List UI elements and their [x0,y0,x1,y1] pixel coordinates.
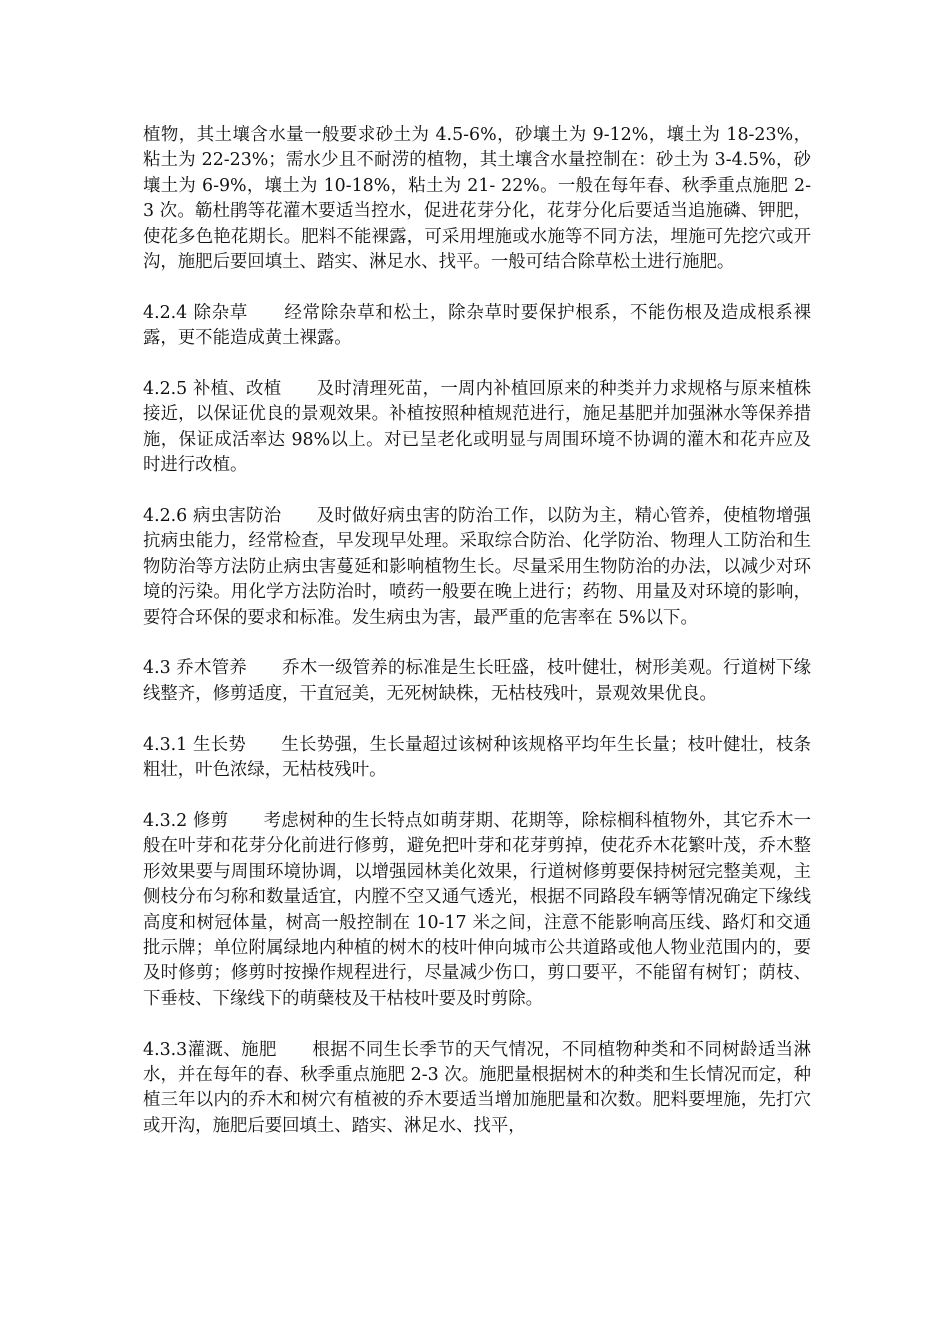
paragraph-4-2-4-weeding: 4.2.4 除杂草 经常除杂草和松土，除杂草时要保护根系，不能伤根及造成根系裸露，更不能造成黄土裸露。 [143,302,811,349]
paragraph-4-3-2-pruning: 4.3.2 修剪 考虑树种的生长特点如萌芽期、花期等，除棕榈科植物外，其它乔木一般在叶芽和花芽分化前进行修剪，避免把叶芽和花芽剪掉，使花乔木花繁叶茂，乔木整形效果要与周围环境协调，以增强园林美化效果，行道树修剪要保持树冠完整美观，主侧枝分布匀称和数量适宜，内膛不空又通气透光，根据不同路段车辆等情况确定下缘线高度和树冠体量，树高一般控制在 10-17 米之间，注意不能影响高压线、路灯和交通批示牌；单位附属绿地内种植的树木的枝叶伸向城市公共道路或他人物业范围内的，要及时修剪；修剪时按操作规程进行，尽量减少伤口，剪口要平，不能留有树钉；荫枝、下垂枝、下缘线下的萌蘖枝及干枯枝叶要及时剪除。 [143,810,811,1009]
document-page [143,123,811,1139]
paragraph-4-3-3-irrigation: 4.3.3灌溉、施肥 根据不同生长季节的天气情况，不同植物种类和不同树龄适当淋水，并在每年的春、秋季重点施肥 2-3 次。施肥量根据树木的种类和生长情况而定，种植三年以内的乔木和树穴有植被的乔木要适当增加施肥量和次数。肥料要埋施，先打穴或开沟，施肥后要回填土、踏实、淋足水、找平， [143,1039,811,1136]
paragraph-4-3-tree-maintenance: 4.3 乔木管养 乔木一级管养的标准是生长旺盛，枝叶健壮，树形美观。行道树下缘线整齐，修剪适度，干直冠美，无死树缺株，无枯枝残叶，景观效果优良。 [143,658,811,704]
paragraph-4-2-5-replanting: 4.2.5 补植、改植 及时清理死苗，一周内补植回原来的种类并力求规格与原来植株接近，以保证优良的景观效果。补植按照种植规范进行，施足基肥并加强淋水等保养措施，保证成活率达 98%以上。对已呈老化或明显与周围环境不协调的灌木和花卉应及时进行改植。 [143,379,811,476]
paragraph-4-3-1-growth: 4.3.1 生长势 生长势强，生长量超过该树种该规格平均年生长量；枝叶健壮，枝条粗壮，叶色浓绿，无枯枝残叶。 [143,734,811,781]
paragraph-soil-moisture: 植物，其土壤含水量一般要求砂土为 4.5-6%，砂壤土为 9-12%，壤土为 18-23%，粘土为 22-23%；需水少且不耐涝的植物，其土壤含水量控制在：砂土为 3-4.5%，砂壤土为 6-9%，壤土为 10-18%，粘土为 21- 22%。一般在每年春、秋季重点施肥 2-3 次。簕杜鹃等花灌木要适当控水，促进花芽分化，花芽分化后要适当追施磷、钾肥，使花多色艳花期长。肥料不能裸露，可采用埋施或水施等不同方法，埋施可先挖穴或开沟，施肥后要回填土、踏实、淋足水、找平。一般可结合除草松土进行施肥。 [143,125,811,273]
paragraph-4-2-6-pest-control: 4.2.6 病虫害防治 及时做好病虫害的防治工作，以防为主，精心管养，使植物增强抗病虫能力，经常检查，早发现早处理。采取综合防治、化学防治、物理人工防治和生物防治等方法防止病虫害蔓延和影响植物生长。尽量采用生物防治的办法，以减少对环境的污染。用化学方法防治时，喷药一般要在晚上进行；药物、用量及对环境的影响，要符合环保的要求和标准。发生病虫为害，最严重的危害率在 5%以下。 [143,506,811,628]
